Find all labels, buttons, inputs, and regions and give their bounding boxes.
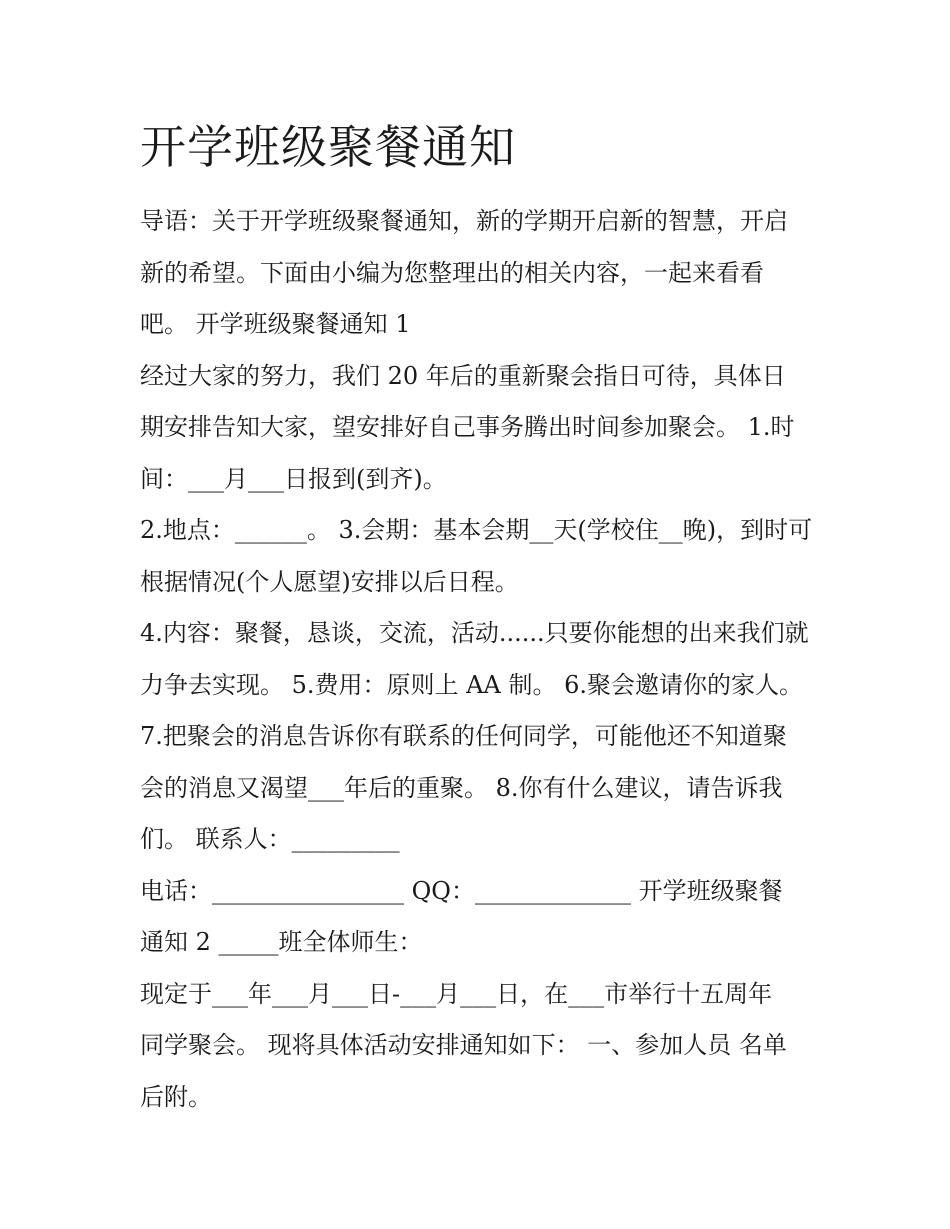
body-line: 力争去实现。 5.费用：原则上 AA 制。 6.聚会邀请你的家人。: [140, 670, 803, 699]
body-line: 会的消息又渴望___年后的重聚。 8.你有什么建议，请告诉我: [140, 773, 783, 802]
body-line: 新的希望。下面由小编为您整理出的相关内容，一起来看看: [140, 258, 764, 287]
body-line: 现定于___年___月___日-___月___日，在___市举行十五周年: [140, 979, 773, 1008]
body-line: 2.地点：______。 3.会期：基本会期__天(学校住__晚)，到时可: [140, 516, 813, 544]
body-line: 们。 联系人：_________: [140, 825, 400, 853]
body-line: 4.内容：聚餐，恳谈，交流，活动......只要你能想的出来我们就: [140, 619, 809, 647]
body-line: 根据情况(个人愿望)安排以后日程。: [140, 567, 519, 596]
body-line: 通知 2 _____班全体师生：: [140, 928, 423, 956]
body-line: 间：___月___日报到(到齐)。: [140, 464, 447, 493]
body-line: 同学聚会。 现将具体活动安排通知如下： 一、参加人员 名单: [140, 1031, 787, 1059]
body-line: 导语：关于开学班级聚餐通知，新的学期开启新的智慧，开启: [140, 207, 788, 235]
body-line: 后附。: [140, 1082, 212, 1111]
body-line: 电话：________________ QQ：_____________ 开学班级聚餐: [140, 876, 783, 905]
body-line: 期安排告知大家，望安排好自己事务腾出时间参加聚会。 1.时: [140, 413, 795, 441]
body-line: 7.把聚会的消息告诉你有联系的任何同学，可能他还不知道聚: [140, 722, 787, 750]
body-line: 经过大家的努力，我们 20 年后的重新聚会指日可待，具体日: [140, 361, 786, 390]
document-title: 开学班级聚餐通知: [140, 120, 516, 174]
document-body: [140, 196, 820, 1123]
body-line: 吧。 开学班级聚餐通知 1: [140, 310, 411, 338]
